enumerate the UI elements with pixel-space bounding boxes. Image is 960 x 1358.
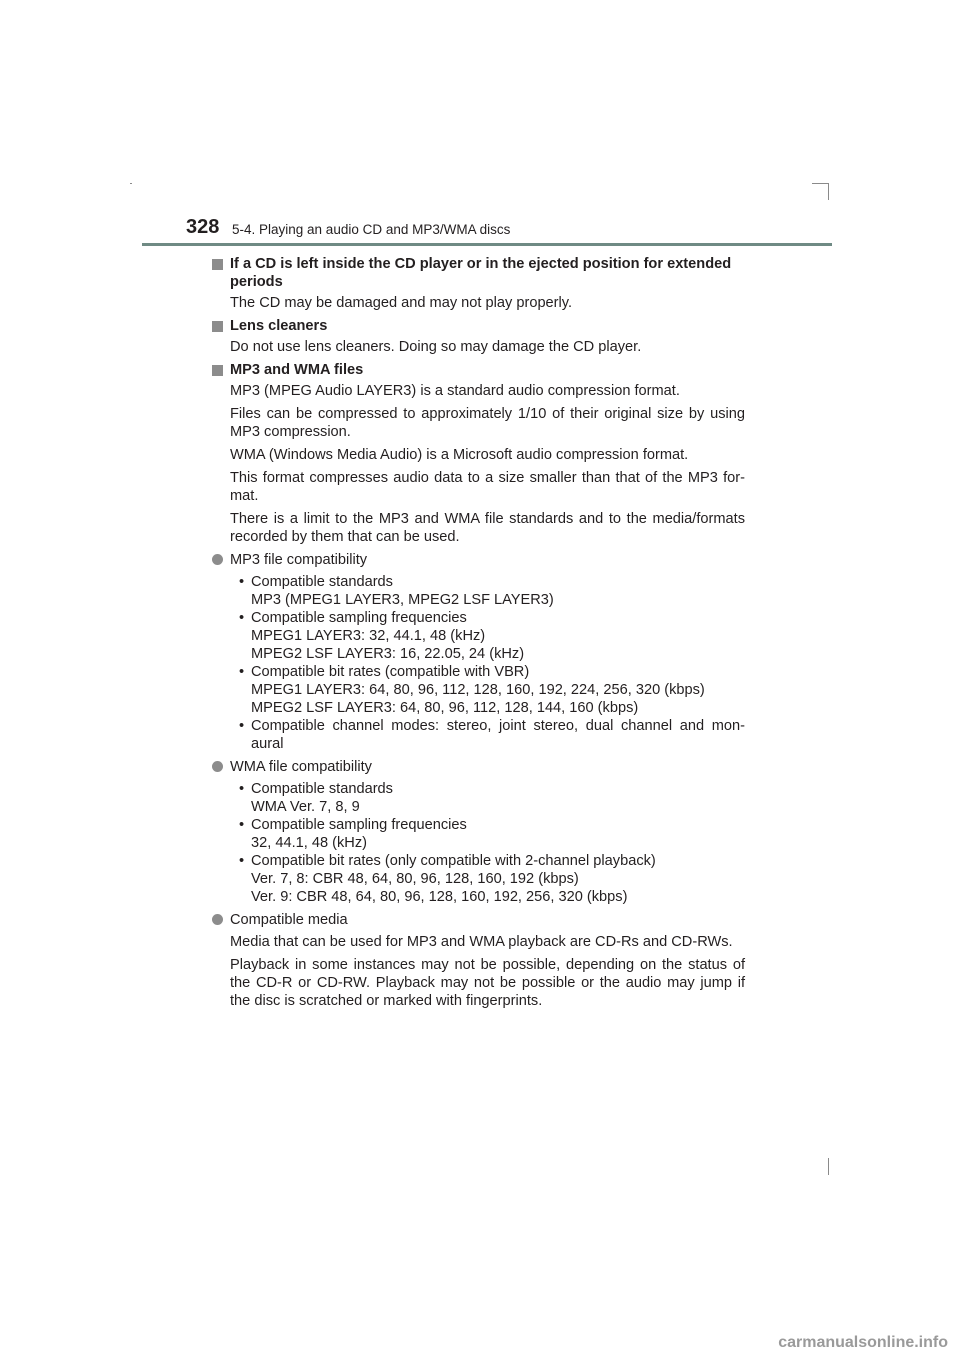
section-cd-left-inside	[212, 255, 745, 312]
list-item-detail: Ver. 7, 8: CBR 48, 64, 80, 96, 128, 160, 192 (kbps)	[251, 871, 579, 887]
round-bullet-icon	[212, 914, 223, 925]
list-item-label: Compatible standards	[251, 781, 393, 797]
wma-compat-heading	[212, 758, 745, 776]
round-bullet-icon	[212, 554, 223, 565]
list-item-label: Compatible bit rates (compatible with VBR)	[251, 664, 530, 680]
page-content	[212, 255, 745, 1015]
sub-bullet-marker: •	[239, 853, 245, 869]
paragraph: This format compresses audio data to a size smaller than that of the MP3 for-mat.	[230, 470, 745, 504]
paragraph: Media that can be used for MP3 and WMA playback are CD-Rs and CD-RWs.	[230, 934, 733, 950]
list-item-detail: MPEG2 LSF LAYER3: 16, 22.05, 24 (kHz)	[251, 646, 525, 662]
list-item	[239, 717, 745, 753]
sub-bullet-marker: •	[239, 781, 245, 797]
list-item-label: Compatible channel modes: stereo, joint stereo, dual channel and mon-aural	[251, 718, 745, 752]
paragraph: The CD may be damaged and may not play properly.	[230, 295, 573, 311]
media-heading	[212, 911, 745, 929]
paragraph: WMA (Windows Media Audio) is a Microsoft audio compression format.	[230, 447, 689, 463]
list-item	[239, 816, 745, 852]
bullet-heading-text: MP3 file compatibility	[230, 552, 368, 568]
page-number: 328	[186, 216, 220, 238]
list-item-label: Compatible sampling frequencies	[251, 817, 467, 833]
list-item-detail: 32, 44.1, 48 (kHz)	[251, 835, 367, 851]
square-bullet-icon	[212, 321, 223, 332]
list-item	[239, 573, 745, 609]
square-bullet-icon	[212, 365, 223, 376]
section-heading	[212, 361, 745, 379]
list-item-detail: Ver. 9: CBR 48, 64, 80, 96, 128, 160, 192, 256, 320 (kbps)	[251, 889, 628, 905]
crop-mark	[812, 183, 829, 184]
sub-bullet-marker: •	[239, 718, 245, 734]
mp3-compat-heading	[212, 551, 745, 569]
list-item	[239, 663, 745, 717]
square-bullet-icon	[212, 259, 223, 270]
section-heading-text: Lens cleaners	[230, 318, 328, 334]
list-item	[239, 609, 745, 663]
paragraph: There is a limit to the MP3 and WMA file standards and to the media/formats recorded by them that can be used.	[230, 511, 745, 545]
paragraph: Playback in some instances may not be possible, depending on the status of the CD-R or CD-RW. Playback may not be possible or the audio may jump if the disc is scratched or marked with fingerprints.	[230, 957, 745, 1009]
section-heading-text: MP3 and WMA files	[230, 362, 364, 378]
list-item-detail: WMA Ver. 7, 8, 9	[251, 799, 360, 815]
list-item-label: Compatible bit rates (only compatible with 2-channel playback)	[251, 853, 656, 869]
list-item-detail: MP3 (MPEG1 LAYER3, MPEG2 LSF LAYER3)	[251, 592, 554, 608]
list-item	[239, 852, 745, 906]
sub-bullet-marker: •	[239, 664, 245, 680]
section-mp3-wma-files	[212, 361, 745, 1010]
paragraph: MP3 (MPEG Audio LAYER3) is a standard audio compression format.	[230, 383, 680, 399]
bullet-heading-text: Compatible media	[230, 912, 348, 928]
section-heading	[212, 255, 745, 291]
section-lens-cleaners	[212, 317, 745, 356]
watermark: carmanualsonline.info	[778, 1334, 948, 1351]
round-bullet-icon	[212, 761, 223, 772]
mp3-compat-list	[212, 573, 745, 753]
crop-mark	[828, 1158, 829, 1175]
wma-compat-list	[212, 780, 745, 906]
header-rule	[142, 243, 832, 246]
running-title: 5-4. Playing an audio CD and MP3/WMA discs	[232, 222, 511, 237]
list-item	[239, 780, 745, 816]
list-item-detail: MPEG2 LSF LAYER3: 64, 80, 96, 112, 128, 144, 160 (kbps)	[251, 700, 639, 716]
sub-bullet-marker: •	[239, 817, 245, 833]
section-heading-text: If a CD is left inside the CD player or in the ejected position for extended periods	[230, 256, 732, 290]
sub-bullet-marker: •	[239, 610, 245, 626]
list-item-label: Compatible standards	[251, 574, 393, 590]
paragraph: Files can be compressed to approximately 1/10 of their original size by using MP3 compression.	[230, 406, 745, 440]
list-item-label: Compatible sampling frequencies	[251, 610, 467, 626]
section-heading	[212, 317, 745, 335]
paragraph: Do not use lens cleaners. Doing so may damage the CD player.	[230, 339, 642, 355]
sub-bullet-marker: •	[239, 574, 245, 590]
crop-mark	[130, 183, 132, 184]
bullet-heading-text: WMA file compatibility	[230, 759, 372, 775]
list-item-detail: MPEG1 LAYER3: 64, 80, 96, 112, 128, 160, 192, 224, 256, 320 (kbps)	[251, 682, 705, 698]
list-item-detail: MPEG1 LAYER3: 32, 44.1, 48 (kHz)	[251, 628, 486, 644]
crop-mark	[828, 183, 829, 200]
